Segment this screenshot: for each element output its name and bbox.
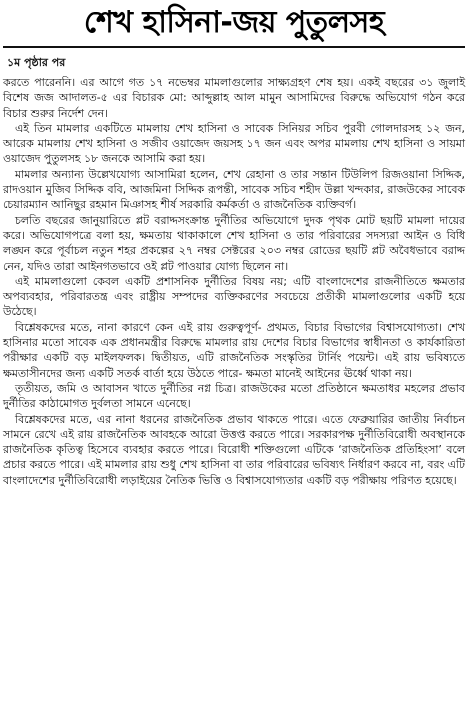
paragraph: তৃতীয়ত, জমি ও আবাসন খাতে দুর্নীতির নগ্ন চিত্র। রাজউকের মতো প্রতিষ্ঠানে ক্ষমতাধর মহলের প্রভাব দুর্নীতির কাঠামোগত দুর্বলতা সামনে এনেছে। [3, 381, 465, 411]
paragraph: চলতি বছরের জানুয়ারিতে প্লট বরাদ্দসংক্রান্ত দুর্নীতির অভিযোগে দুদক পৃথক মোট ছয়টি মামলা দায়ের করে। অভিযোগপত্রে বলা হয়, ক্ষমতায় থাকাকালে শেখ হাসিনা ও তার পরিবারের সদস্যরা আইন ও বিধি লঙ্ঘন করে পূর্বাচল নতুন শহর প্রকল্পের ২৭ নম্বর সেক্টরের ২০৩ নম্বর রোডের ছয়টি প্লট অবৈধভাবে বরাদ্দ নেন, যদিও তারা আইনগতভাবে ওই প্লট পাওয়ার যোগ্য ছিলেন না। [3, 213, 465, 273]
paragraph: করতে পারেননি। এর আগে গত ১৭ নভেম্বর মামলাগুলোর সাক্ষ্যগ্রহণ শেষ হয়। একই বছরের ৩১ জুলাই বিশেষ জজ আদালত-৫ এর বিচারক মো: আব্দুল্লাহ আল মামুন আসামিদের বিরুদ্ধে অভিযোগ গঠন করে বিচার শুরুর নির্দেশ দেন। [3, 76, 465, 120]
news-clipping [0, 2, 469, 725]
continued-from-label: ১ম পৃষ্ঠার পর [7, 56, 66, 69]
paragraph: মামলার অন্যান্য উল্লেখযোগ্য আসামিরা হলেন, শেখ রেহানা ও তার সন্তান টিউলিপ রিজওয়ানা সিদ্দিক, রাদওয়ান মুজিব সিদ্দিক ববি, আজমিনা সিদ্দিক রূপন্তী, সাবেক সচিব শহীদ উল্লা খন্দকার, রাজউকের সাবেক চেয়ারম্যান আনিছুর রহমান মিঞাসহ শীর্ষ সরকারি কর্মকর্তা ও রাজনৈতিক ব্যক্তিবর্গ। [3, 167, 465, 212]
paragraph: বিশ্লেষকদের মতে, এর নানা ধরনের রাজনৈতিক প্রভাব থাকতে পারে। এতে ফেব্রুয়ারির জাতীয় নির্বাচন সামনে রেখে এই রায় রাজনৈতিক আবহকে আরো উত্তপ্ত করতে পারে। সরকারপক্ষ দুর্নীতিবিরোধী অবস্থানকে রাজনৈতিক কৃতিত্ব হিসেবে ব্যবহার করতে পারে। বিরোধী শক্তিগুলো এটিকে ‘রাজনৈতিক প্রতিহিংসা’ বলে প্রচার করতে পারে। এই মামলার রায় শুধু শেখ হাসিনা বা তার পরিবারের ভবিষ্যৎ নির্ধারণ করবে না, বরং এটি বাংলাদেশের দুর্নীতিবিরোধী লড়াইয়ের নৈতিক ভিত্তি ও বিশ্বাসযোগ্যতার একটি বড় পরীক্ষায় পরিণত হয়েছে। [3, 412, 465, 487]
headline-divider [3, 46, 465, 48]
headline: শেখ হাসিনা-জয় পুতুলসহ [83, 4, 385, 40]
paragraph: এই মামলাগুলো কেবল একটি প্রশাসনিক দুর্নীতির বিষয় নয়; এটি বাংলাদেশের রাজনীতিতে ক্ষমতার অপব্যবহার, পরিবারতন্ত্র এবং রাষ্ট্রীয় সম্পদের ব্যক্তিকরণের সবচেয়ে প্রতীকী মামলাগুলোর একটি হয়ে উঠেছে। [3, 274, 465, 319]
article-body [3, 75, 465, 488]
paragraph: এই তিন মামলার একটিতে মামলায় শেখ হাসিনা ও সাবেক সিনিয়র সচিব পুরবী গোলদারসহ ১২ জন, আরেক মামলায় শেখ হাসিনা ও সজীব ওয়াজেদ জয়সহ ১৭ জন এবং অপর মামলায় শেখ হাসিনা ও সায়মা ওয়াজেদ পুতুলসহ ১৮ জনকে আসামি করা হয়। [3, 121, 465, 166]
paragraph: বিশ্লেষকদের মতে, নানা কারণে কেন এই রায় গুরুত্বপূর্ণ- প্রথমত, বিচার বিভাগের বিশ্বাসযোগ্যতা। শেখ হাসিনার মতো সাবেক এক প্রধানমন্ত্রীর বিরুদ্ধে মামলার রায় দেশের বিচার বিভাগের স্বাধীনতা ও কার্যকারিতা পরীক্ষার একটি বড় মাইলফলক। দ্বিতীয়ত, এটি রাজনৈতিক সংস্কৃতির টার্নিং পয়েন্ট। এই রায় ভবিষ্যতে ক্ষমতাসীনদের জন্য একটি সতর্ক বার্তা হয়ে উঠতে পারে- ক্ষমতা মানেই আইনের ঊর্ধ্বে থাকা নয়। [3, 320, 465, 380]
